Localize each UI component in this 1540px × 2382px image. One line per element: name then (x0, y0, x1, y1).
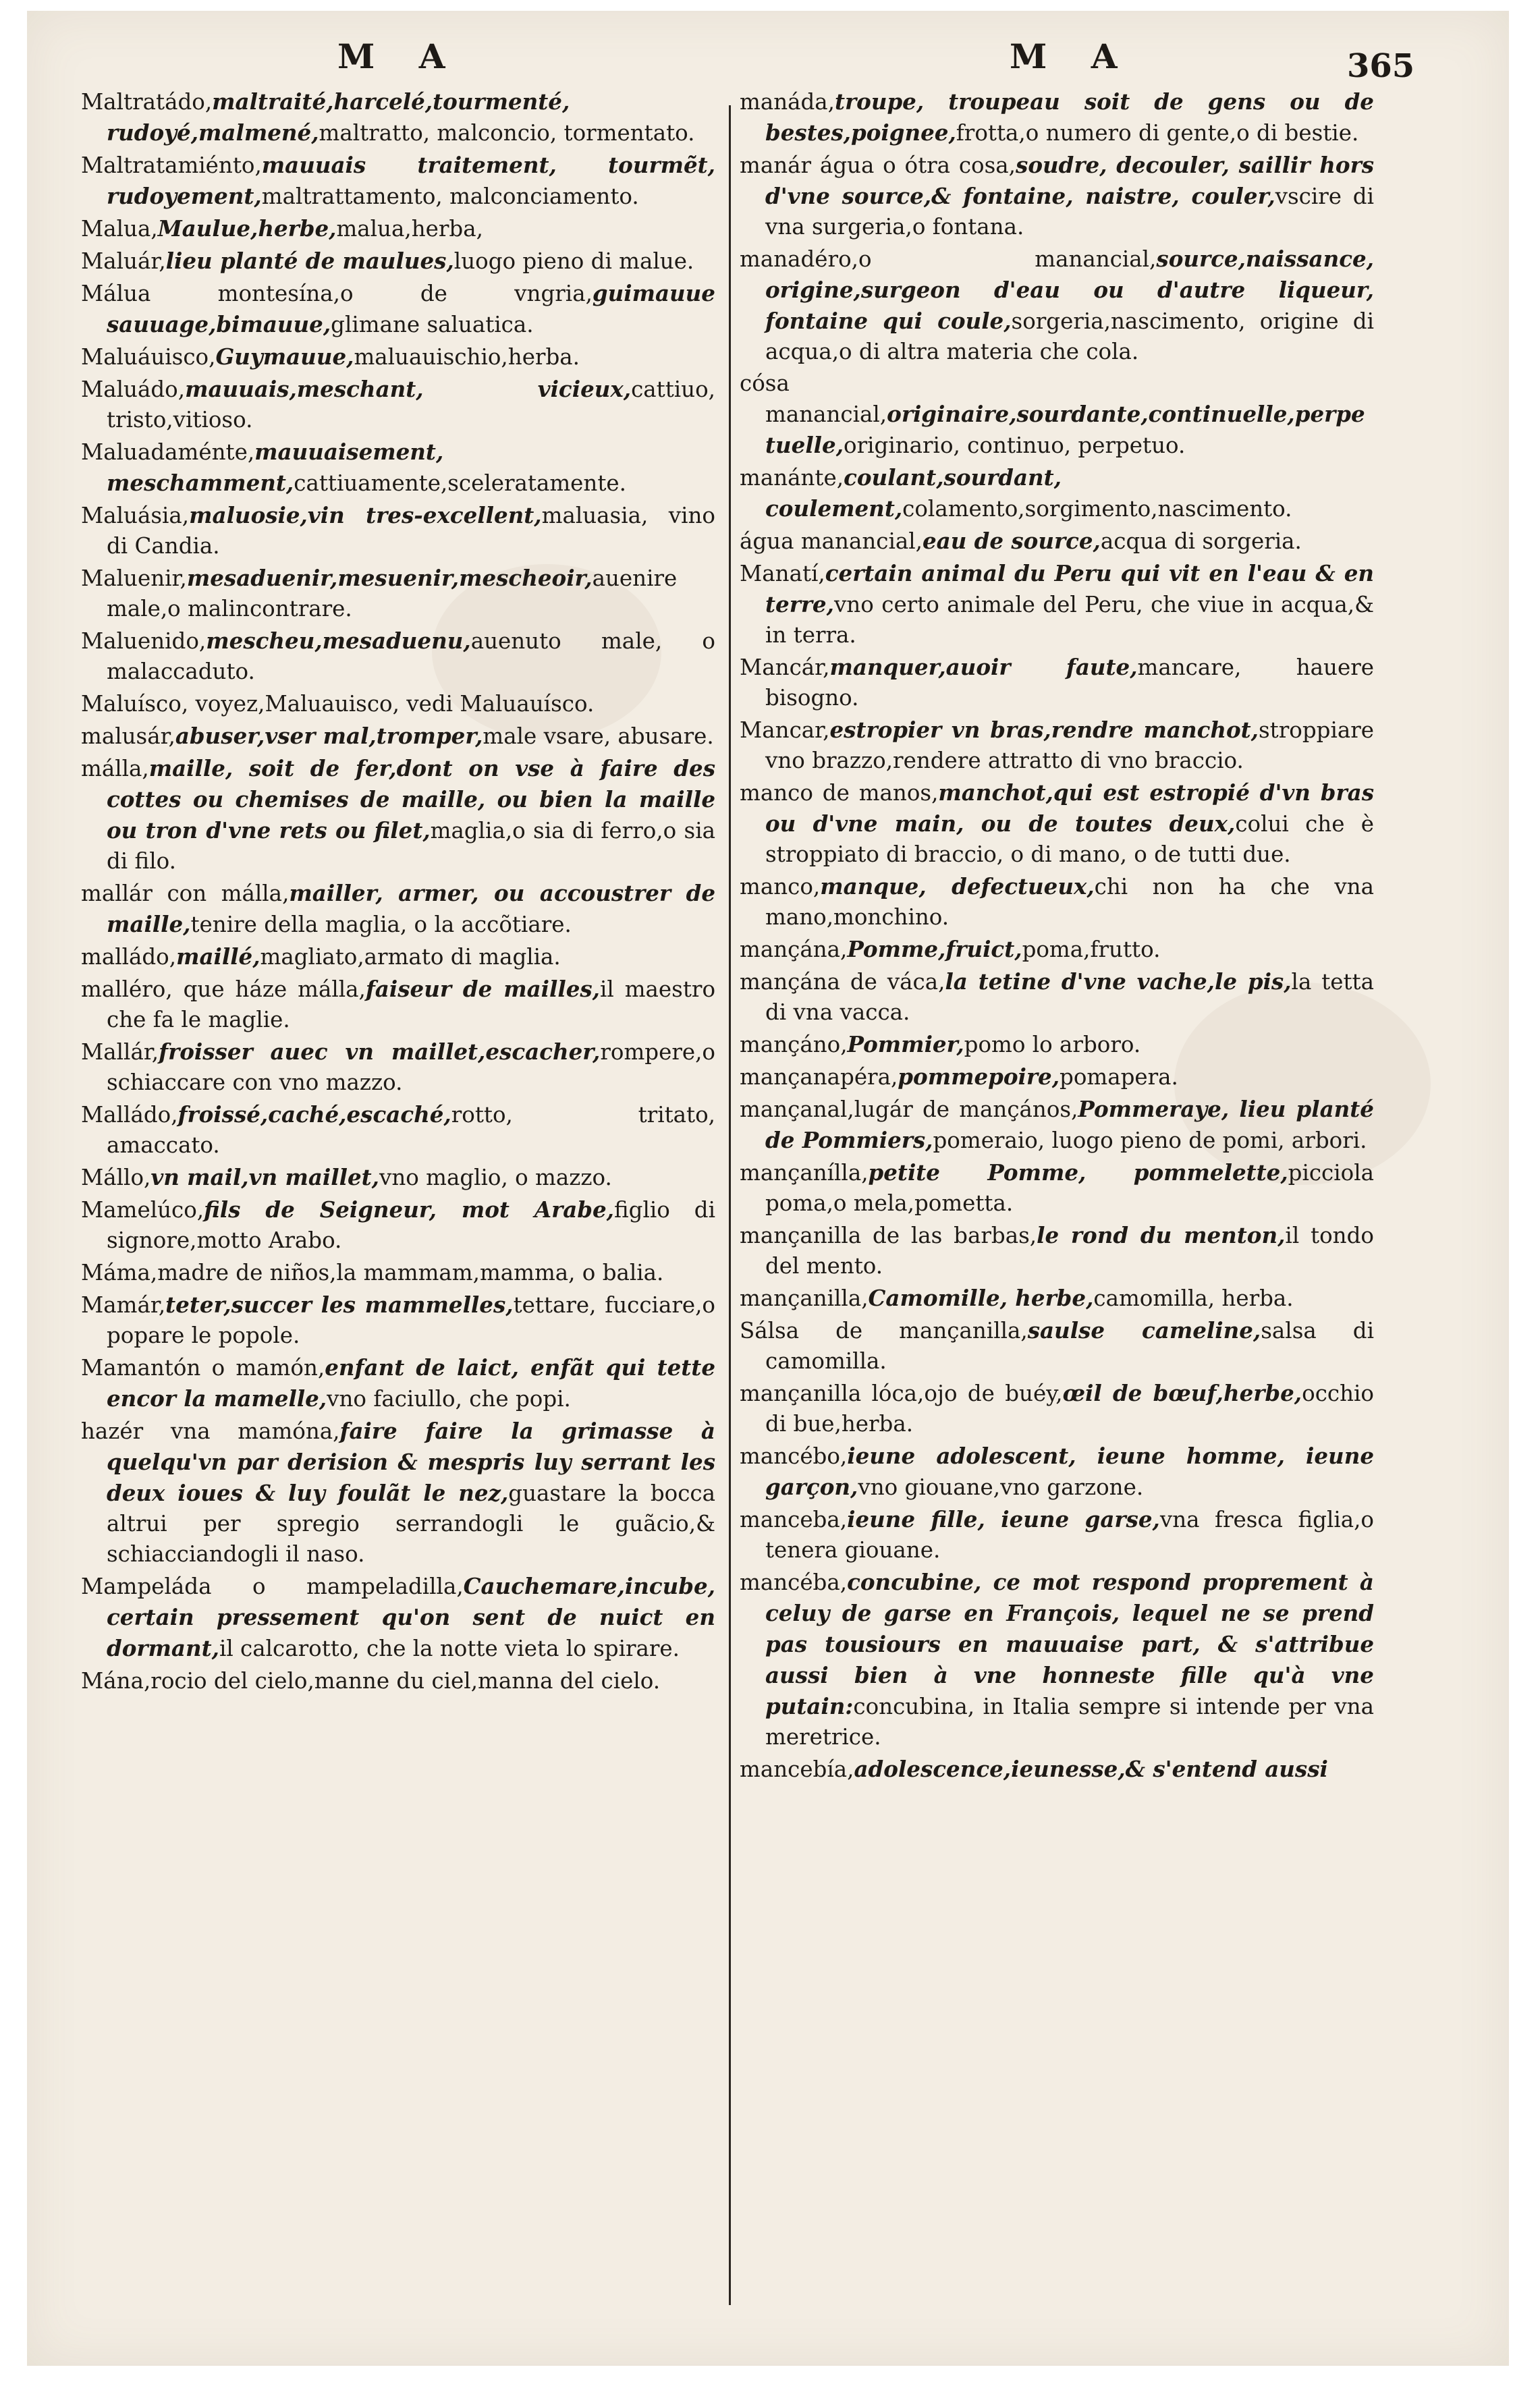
italian-gloss: vno maglio, o mazzo. (379, 1165, 612, 1190)
headword: Maluáuisco, (81, 344, 216, 370)
headword: hazér vna mamóna, (81, 1418, 340, 1444)
dictionary-entry (81, 374, 715, 435)
french-gloss: ieune adolescent, ieune homme, ieune garçon, (765, 1443, 1374, 1500)
dictionary-entry (740, 1315, 1374, 1377)
dictionary-entry (740, 1378, 1374, 1439)
french-gloss: guimauue sauuage,bimauue, (107, 280, 715, 337)
italian-gloss: vno giouane,vno garzone. (858, 1474, 1144, 1500)
french-gloss: enfant de laict, enfãt qui tette encor la mamelle, (107, 1354, 715, 1412)
headword: Malua, (81, 216, 158, 242)
headword: mancéba, (740, 1570, 848, 1595)
headword: mallár con málla, (81, 881, 290, 906)
italian-gloss: tenire della maglia, o la accõtiare. (190, 912, 572, 937)
dictionary-entry (740, 558, 1374, 650)
french-gloss: œil de bœuf,herbe, (1062, 1380, 1302, 1406)
italian-gloss: luogo pieno di malue. (453, 248, 694, 274)
page-number: 365 (1347, 47, 1415, 85)
headword: mançanilla de las barbas, (740, 1223, 1037, 1248)
french-gloss: mescheu,mesaduenu, (206, 628, 471, 654)
headword: Maluadaménte, (81, 439, 255, 465)
french-gloss: maillé, (176, 943, 260, 970)
dictionary-entry (81, 1257, 715, 1288)
italian-gloss: pomapera. (1060, 1064, 1178, 1090)
french-gloss: Cauchemare,incube, certain pressement qu'on sent de nuict en dormant, (107, 1573, 715, 1661)
dictionary-entry (740, 1220, 1374, 1281)
italian-gloss: concubina, in Italia sempre si intende per vna meretrice. (765, 1694, 1374, 1750)
french-gloss: la tetine d'vne vache,le pis, (945, 968, 1292, 995)
italian-gloss: maglia,o sia di ferro,o sia di filo. (107, 818, 715, 874)
dictionary-entry (740, 1029, 1374, 1060)
french-gloss: manchot,qui est estropié d'vn bras ou d'vne main, ou de toutes deux, (765, 779, 1374, 837)
italian-gloss: frotta,o numero di gente,o di bestie. (956, 120, 1359, 146)
italian-gloss: camomilla, herba. (1093, 1285, 1294, 1311)
french-gloss: certain animal du Peru qui vit en l'eau & en terre, (765, 560, 1374, 617)
headword: Sálsa de mançanilla, (740, 1318, 1028, 1344)
dictionary-entry (81, 1416, 715, 1570)
french-gloss: soudre, decouler, saillir hors d'vne source,& fontaine, naistre, couler, (765, 152, 1375, 209)
dictionary-entry (740, 715, 1374, 776)
italian-gloss: stroppiare vno brazzo,rendere attratto di vno braccio. (765, 717, 1374, 773)
italian-gloss: poma,frutto. (1022, 937, 1161, 962)
headword: mançanapéra, (740, 1064, 898, 1090)
dictionary-entry (81, 341, 715, 372)
french-gloss: coulant,sourdant, coulement, (765, 464, 1062, 522)
headword: manceba, (740, 1507, 848, 1532)
italian-gloss: cattiuamente,sceleratamente. (294, 470, 626, 496)
french-gloss: Camomille, herbe, (868, 1285, 1094, 1311)
headword: manco, (740, 874, 821, 899)
headword: Mancar, (740, 717, 830, 743)
dictionary-entry (740, 871, 1374, 933)
italian-gloss: pomo lo arboro. (964, 1032, 1141, 1057)
dictionary-entry (81, 941, 715, 972)
headword: mançanilla, (740, 1285, 869, 1311)
italian-gloss: madre de niños,la mammam,mamma, o balia. (157, 1260, 664, 1285)
headword: mançanílla, (740, 1160, 869, 1186)
french-gloss: froissé,caché,escaché, (177, 1101, 451, 1128)
dictionary-entry (81, 1162, 715, 1193)
headword: malládo, (81, 944, 177, 970)
headword: mancébo, (740, 1443, 848, 1469)
headword: malléro, que háze málla, (81, 976, 366, 1002)
headword: Máma, (81, 1260, 158, 1285)
italian-gloss: maltrattamento, malconciamento. (261, 184, 639, 209)
dictionary-entry (740, 1567, 1374, 1752)
italian-gloss: vscire di vna surgeria,o fontana. (765, 184, 1374, 240)
dictionary-entry (81, 1036, 715, 1098)
right-running-head: M A (1010, 36, 1134, 76)
french-gloss: estropier vn bras,rendre manchot, (829, 717, 1259, 743)
french-gloss: maluosie,vin tres-excellent, (189, 502, 542, 528)
french-gloss: Pomme,fruict, (847, 936, 1022, 962)
headword: Malládo, (81, 1102, 178, 1128)
french-gloss: Pommeraye, lieu planté de Pommiers, (765, 1096, 1374, 1153)
italian-gloss: vna fresca figlia,o tenera giouane. (765, 1507, 1375, 1563)
dictionary-entry (81, 878, 715, 940)
headword: Maluísco, voyez, (81, 691, 265, 717)
dictionary-entry (81, 278, 715, 340)
dictionary-entry (740, 150, 1374, 242)
dictionary-entry (81, 1571, 715, 1664)
french-gloss: saulse cameline, (1027, 1317, 1261, 1344)
italian-gloss: pomeraio, luogo pieno de pomi, arbori. (933, 1128, 1367, 1153)
french-gloss: petite Pomme, pommelette, (868, 1159, 1288, 1186)
dictionary-entry (740, 966, 1374, 1028)
french-gloss: lieu planté de maulues, (165, 248, 454, 274)
dictionary-entry (740, 1441, 1374, 1503)
french-gloss: source,naissance, origine,surgeon d'eau ou d'autre liqueur, fontaine qui coule, (765, 246, 1374, 334)
headword: Mamár, (81, 1292, 166, 1318)
dictionary-entry (740, 777, 1374, 870)
headword: Maltratamiénto, (81, 153, 262, 178)
french-gloss: froisser auec vn maillet,escacher, (159, 1038, 601, 1065)
headword: Mallár, (81, 1039, 159, 1065)
french-gloss: troupe, troupeau soit de gens ou de bestes,poignee, (765, 88, 1374, 146)
french-gloss: fils de Seigneur, mot Arabe, (204, 1196, 614, 1223)
dictionary-entry (740, 1157, 1374, 1219)
italian-gloss: il calcarotto, che la notte vieta lo spirare. (219, 1636, 680, 1661)
dictionary-entry (740, 368, 1374, 461)
french-gloss: pommepoire, (898, 1063, 1060, 1090)
italian-gloss: maltratto, malconcio, tormentato. (319, 120, 695, 146)
french-gloss: mesaduenir,mesuenir,mescheoir, (186, 565, 593, 591)
french-gloss: le rond du menton, (1037, 1222, 1286, 1248)
dictionary-entry (740, 1094, 1374, 1156)
italian-gloss: Maluauisco, vedi Maluauísco. (265, 691, 595, 717)
french-gloss: manque, defectueux, (820, 873, 1095, 899)
french-gloss: Pommier, (847, 1031, 964, 1057)
headword: Mamantón o mamón, (81, 1355, 325, 1381)
headword: Málua montesína,o de vngria, (81, 281, 593, 306)
left-running-head: M A (337, 36, 462, 76)
headword: manánte, (740, 465, 844, 491)
dictionary-entry (740, 934, 1374, 965)
headword: Mána, (81, 1668, 151, 1694)
italian-gloss: malua,herba, (336, 216, 483, 242)
dictionary-entry (81, 150, 715, 212)
headword: málla, (81, 756, 149, 781)
dictionary-entry (81, 753, 715, 877)
french-gloss: adolescence,ieunesse,& s'entend aussi (854, 1756, 1328, 1782)
dictionary-entry (740, 86, 1374, 148)
italian-gloss: cattiuo, tristo,vitioso. (107, 377, 715, 433)
dictionary-entry (740, 652, 1374, 713)
italian-gloss: vno faciullo, che popi. (327, 1386, 571, 1412)
headword: manadéro,o manancial, (740, 246, 1157, 272)
dictionary-entry (740, 1061, 1374, 1092)
headword: Maluenido, (81, 628, 207, 654)
italian-gloss: colui che è stroppiato di braccio, o di mano, o de tutti due. (765, 811, 1374, 867)
headword: Maltratádo, (81, 89, 213, 115)
dictionary-entry (81, 974, 715, 1035)
dictionary-entry (81, 1099, 715, 1161)
headword: mançána de váca, (740, 969, 945, 995)
italian-gloss: picciola poma,o mela,pometta. (765, 1160, 1374, 1216)
dictionary-entry (81, 1352, 715, 1414)
dictionary-entry (81, 626, 715, 687)
headword: Mállo, (81, 1165, 151, 1190)
dictionary-entry (81, 688, 715, 719)
italian-gloss: glimane saluatica. (331, 312, 534, 337)
italian-gloss: il tondo del mento. (765, 1223, 1374, 1279)
right-column (740, 86, 1374, 1786)
dictionary-entry (740, 1504, 1374, 1566)
dictionary-entry (81, 1194, 715, 1256)
headword: manco de manos, (740, 780, 939, 806)
headword: cósa manancial, (740, 370, 887, 427)
dictionary-entry (740, 1754, 1374, 1785)
french-gloss: abuser,vser mal,tromper, (175, 723, 483, 749)
dictionary-entry (81, 500, 715, 561)
dictionary-entry (81, 721, 715, 752)
french-gloss: mailler, armer, ou accoustrer de maille, (107, 880, 716, 937)
column-divider (729, 105, 731, 2305)
italian-gloss: acqua di sorgeria. (1100, 528, 1302, 554)
italian-gloss: chi non ha che vna mano,monchino. (765, 874, 1374, 930)
headword: Mancár, (740, 655, 830, 680)
italian-gloss: rompere,o schiaccare con vno mazzo. (107, 1039, 715, 1095)
dictionary-entry (740, 244, 1374, 367)
italian-gloss: il maestro che fa le maglie. (107, 976, 716, 1032)
headword: água manancial, (740, 528, 923, 554)
dictionary-entry (740, 1283, 1374, 1314)
italian-gloss: mancare, hauere bisogno. (765, 655, 1374, 711)
french-gloss: concubine, ce mot respond proprement à celuy de garse en François, lequel ne se prend pas tousiours en mauuaise part, & s'attribue aussi bien à vne honneste fille qu'à vne putain: (765, 1569, 1374, 1719)
french-gloss: originaire,sourdante,continuelle,perpetuelle, (765, 401, 1365, 458)
italian-gloss: colamento,sorgimento,nascimento. (902, 496, 1292, 522)
italian-gloss: maluauischio,herba. (354, 344, 580, 370)
italian-gloss: auenire male,o malincontrare. (107, 565, 678, 621)
french-gloss: faire faire la grimasse à quelqu'vn par derision & mespris luy serrant les deux ioues & luy foulãt le nez, (107, 1418, 715, 1506)
dictionary-entry (81, 563, 715, 624)
italian-gloss: rotto, tritato, amaccato. (107, 1102, 715, 1158)
italian-gloss: magliato,armato di maglia. (260, 944, 561, 970)
dictionary-entry (81, 1290, 715, 1351)
dictionary-entry (740, 462, 1374, 524)
headword: Mamelúco, (81, 1197, 204, 1223)
french-gloss: mauuais traitement, tourmẽt, rudoyement, (107, 152, 715, 209)
dictionary-entry (740, 526, 1374, 557)
french-gloss: mauuaisement, meschamment, (107, 439, 444, 496)
headword: Manatí, (740, 561, 825, 586)
french-gloss: Guymauue, (215, 343, 354, 370)
italian-gloss: occhio di bue,herba. (765, 1381, 1374, 1437)
headword: manár água o ótra cosa, (740, 153, 1016, 178)
french-gloss: ieune fille, ieune garse, (847, 1506, 1160, 1532)
headword: mançanilla lóca,ojo de buéy, (740, 1381, 1063, 1406)
headword: Maluásia, (81, 503, 190, 528)
left-column (81, 86, 715, 1698)
french-gloss: maltraité,harcelé,tourmenté, rudoyé,malmené, (107, 88, 570, 146)
french-gloss: mauuais,meschant, vicieux, (185, 376, 632, 402)
italian-gloss: rocio del cielo,manne du ciel,manna del cielo. (150, 1668, 661, 1694)
headword: Maluádo, (81, 377, 186, 402)
french-gloss: Maulue,herbe, (157, 215, 337, 242)
book-page (27, 11, 1509, 2366)
headword: mançanal,lugár de mançános, (740, 1097, 1078, 1122)
headword: mancebía, (740, 1756, 854, 1782)
french-gloss: maille, soit de fer,dont on vse à faire des cottes ou chemises de maille, ou bien la maille ou tron d'vne rets ou filet, (107, 755, 715, 843)
headword: Maluár, (81, 248, 166, 274)
italian-gloss: tettare, fucciare,o popare le popole. (107, 1292, 715, 1348)
dictionary-entry (81, 86, 715, 148)
headword: mançána, (740, 937, 848, 962)
french-gloss: eau de source, (922, 528, 1101, 554)
french-gloss: manquer,auoir faute, (829, 654, 1138, 680)
italian-gloss: maluasia, vino di Candia. (107, 503, 716, 559)
dictionary-entry (81, 213, 715, 244)
headword: mançáno, (740, 1032, 848, 1057)
headword: Maluenir, (81, 565, 187, 591)
italian-gloss: sorgeria,nascimento, origine di acqua,o di altra materia che cola. (765, 308, 1374, 364)
french-gloss: faiseur de mailles, (365, 976, 600, 1002)
italian-gloss: originario, continuo, perpetuo. (844, 433, 1186, 458)
italian-gloss: la tetta di vna vacca. (765, 969, 1374, 1025)
dictionary-entry (81, 1665, 715, 1696)
dictionary-entry (81, 246, 715, 277)
italian-gloss: salsa di camomilla. (765, 1318, 1374, 1374)
italian-gloss: male vsare, abusare. (483, 723, 714, 749)
headword: malusár, (81, 723, 175, 749)
headword: manáda, (740, 89, 835, 115)
italian-gloss: auenuto male, o malaccaduto. (107, 628, 715, 684)
french-gloss: vn mail,vn maillet, (150, 1164, 379, 1190)
italian-gloss: guastare la bocca altrui per spregio serrandogli le guãcio,& schiacciandogli il naso. (107, 1480, 715, 1567)
italian-gloss: figlio di signore,motto Arabo. (107, 1197, 715, 1253)
headword: Mampeláda o mampeladilla, (81, 1574, 464, 1599)
italian-gloss: vno certo animale del Peru, che viue in acqua,& in terra. (765, 592, 1374, 648)
french-gloss: teter,succer les mammelles, (165, 1292, 514, 1318)
dictionary-entry (81, 437, 715, 499)
